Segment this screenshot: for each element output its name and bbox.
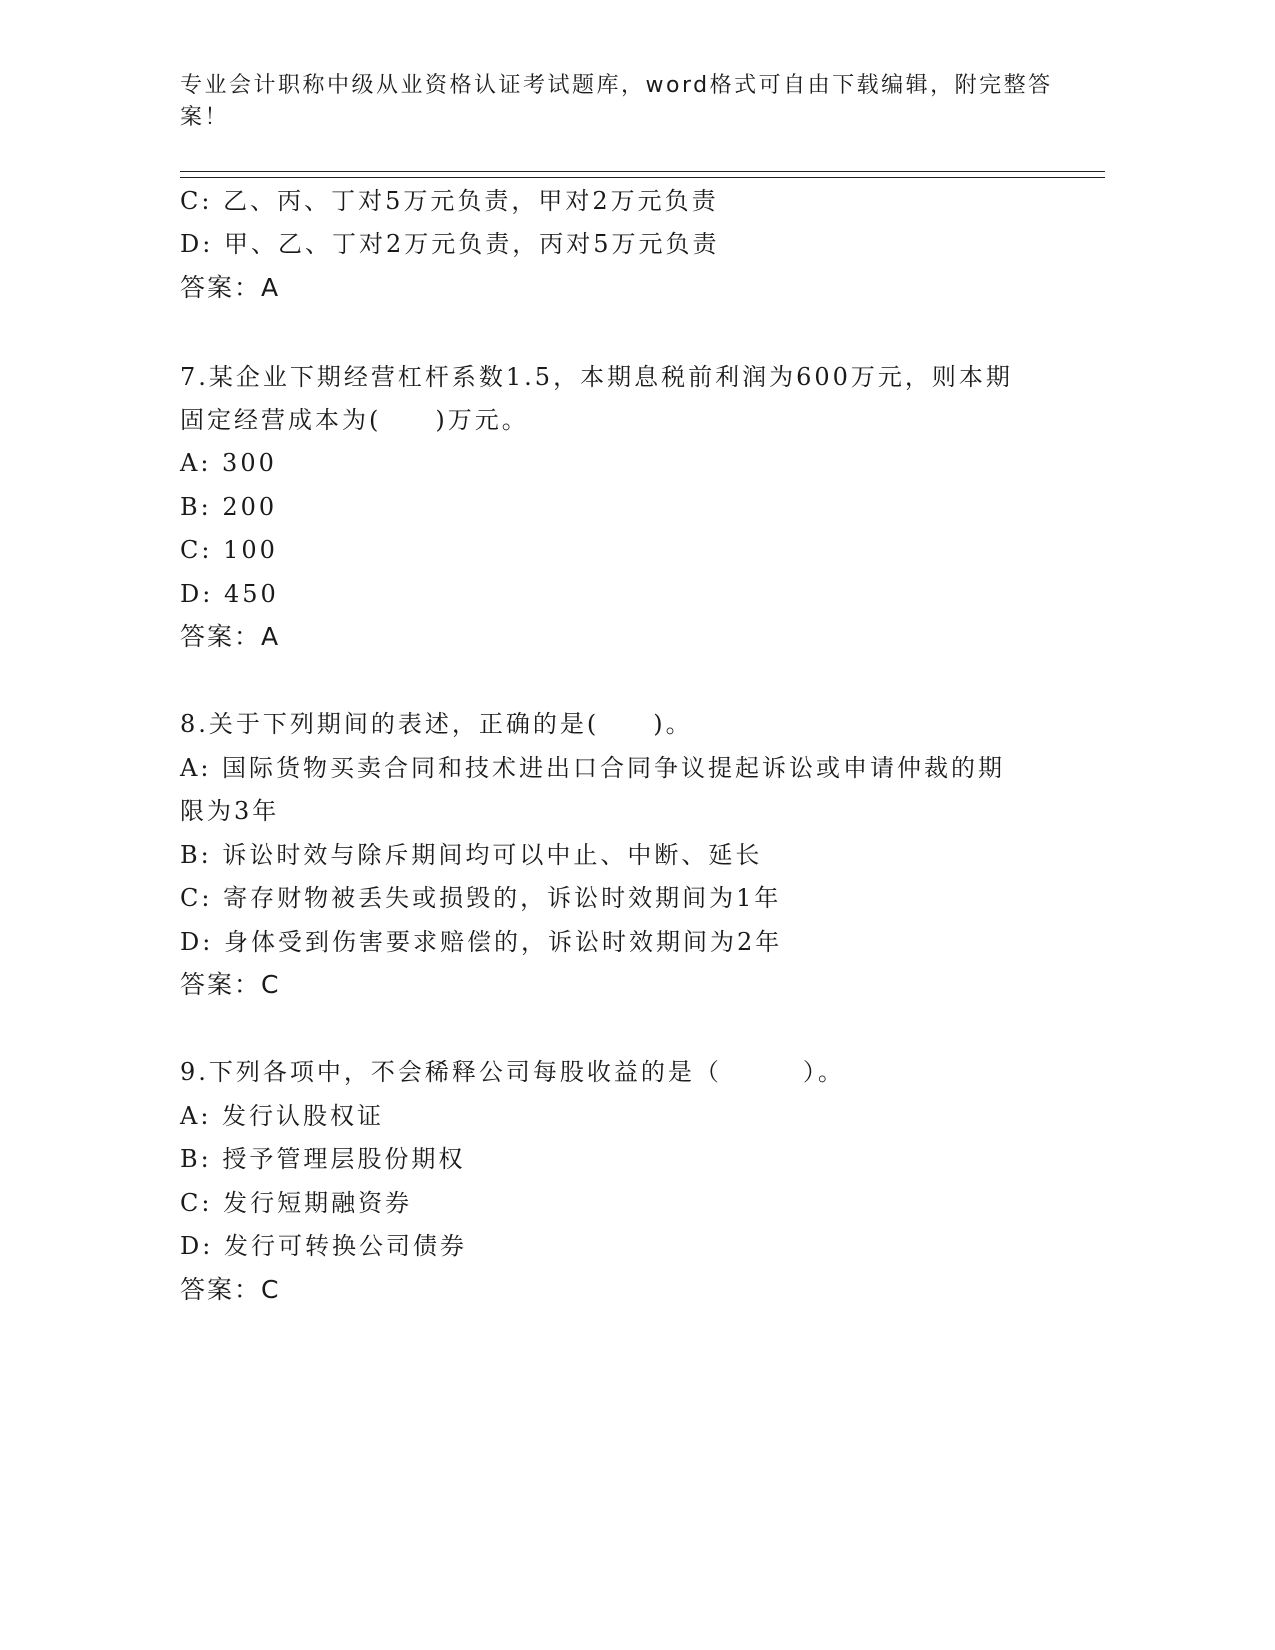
q7-option-d: D: 450	[180, 580, 279, 608]
q6-option-d: D: 甲、乙、丁对2万元负责，丙对5万元负责	[180, 230, 720, 258]
q8-option-a-line2: 限为3年	[180, 797, 280, 825]
page-header: 专业会计职称中级从业资格认证考试题库，word格式可自由下载编辑，附完整答案！	[180, 73, 1053, 130]
q9-option-d: D: 发行可转换公司债券	[180, 1232, 467, 1260]
q6-answer: 答案：A	[180, 273, 281, 302]
q7-option-a: A: 300	[180, 449, 277, 477]
q6-option-c: C: 乙、丙、丁对5万元负责，甲对2万元负责	[180, 187, 719, 215]
q8-option-c: C: 寄存财物被丢失或损毁的，诉讼时效期间为1年	[180, 884, 782, 912]
q9-option-a: A: 发行认股权证	[180, 1102, 385, 1130]
q8-option-d: D: 身体受到伤害要求赔偿的，诉讼时效期间为2年	[180, 928, 783, 956]
q8-answer: 答案：C	[180, 970, 281, 999]
q8-option-b: B: 诉讼时效与除斥期间均可以中止、中断、延长	[180, 841, 763, 869]
header-divider-bottom	[180, 177, 1105, 178]
q7-option-c: C: 100	[180, 536, 278, 564]
q8-option-a-line1: A: 国际货物买卖合同和技术进出口合同争议提起诉讼或申请仲裁的期	[180, 754, 1006, 782]
q7-answer: 答案：A	[180, 622, 281, 651]
q9-option-c: C: 发行短期融资券	[180, 1189, 413, 1217]
q9-stem: 9.下列各项中，不会稀释公司每股收益的是（ ）。	[180, 1058, 845, 1086]
q8-stem: 8.关于下列期间的表述，正确的是( )。	[180, 710, 693, 738]
q7-stem-line1: 7.某企业下期经营杠杆系数1.5，本期息税前利润为600万元，则本期	[180, 363, 1013, 391]
header-divider-top	[180, 171, 1105, 172]
q9-answer: 答案：C	[180, 1275, 281, 1304]
q7-option-b: B: 200	[180, 493, 278, 521]
q9-option-b: B: 授予管理层股份期权	[180, 1145, 466, 1173]
q7-stem-line2: 固定经营成本为( )万元。	[180, 406, 529, 434]
